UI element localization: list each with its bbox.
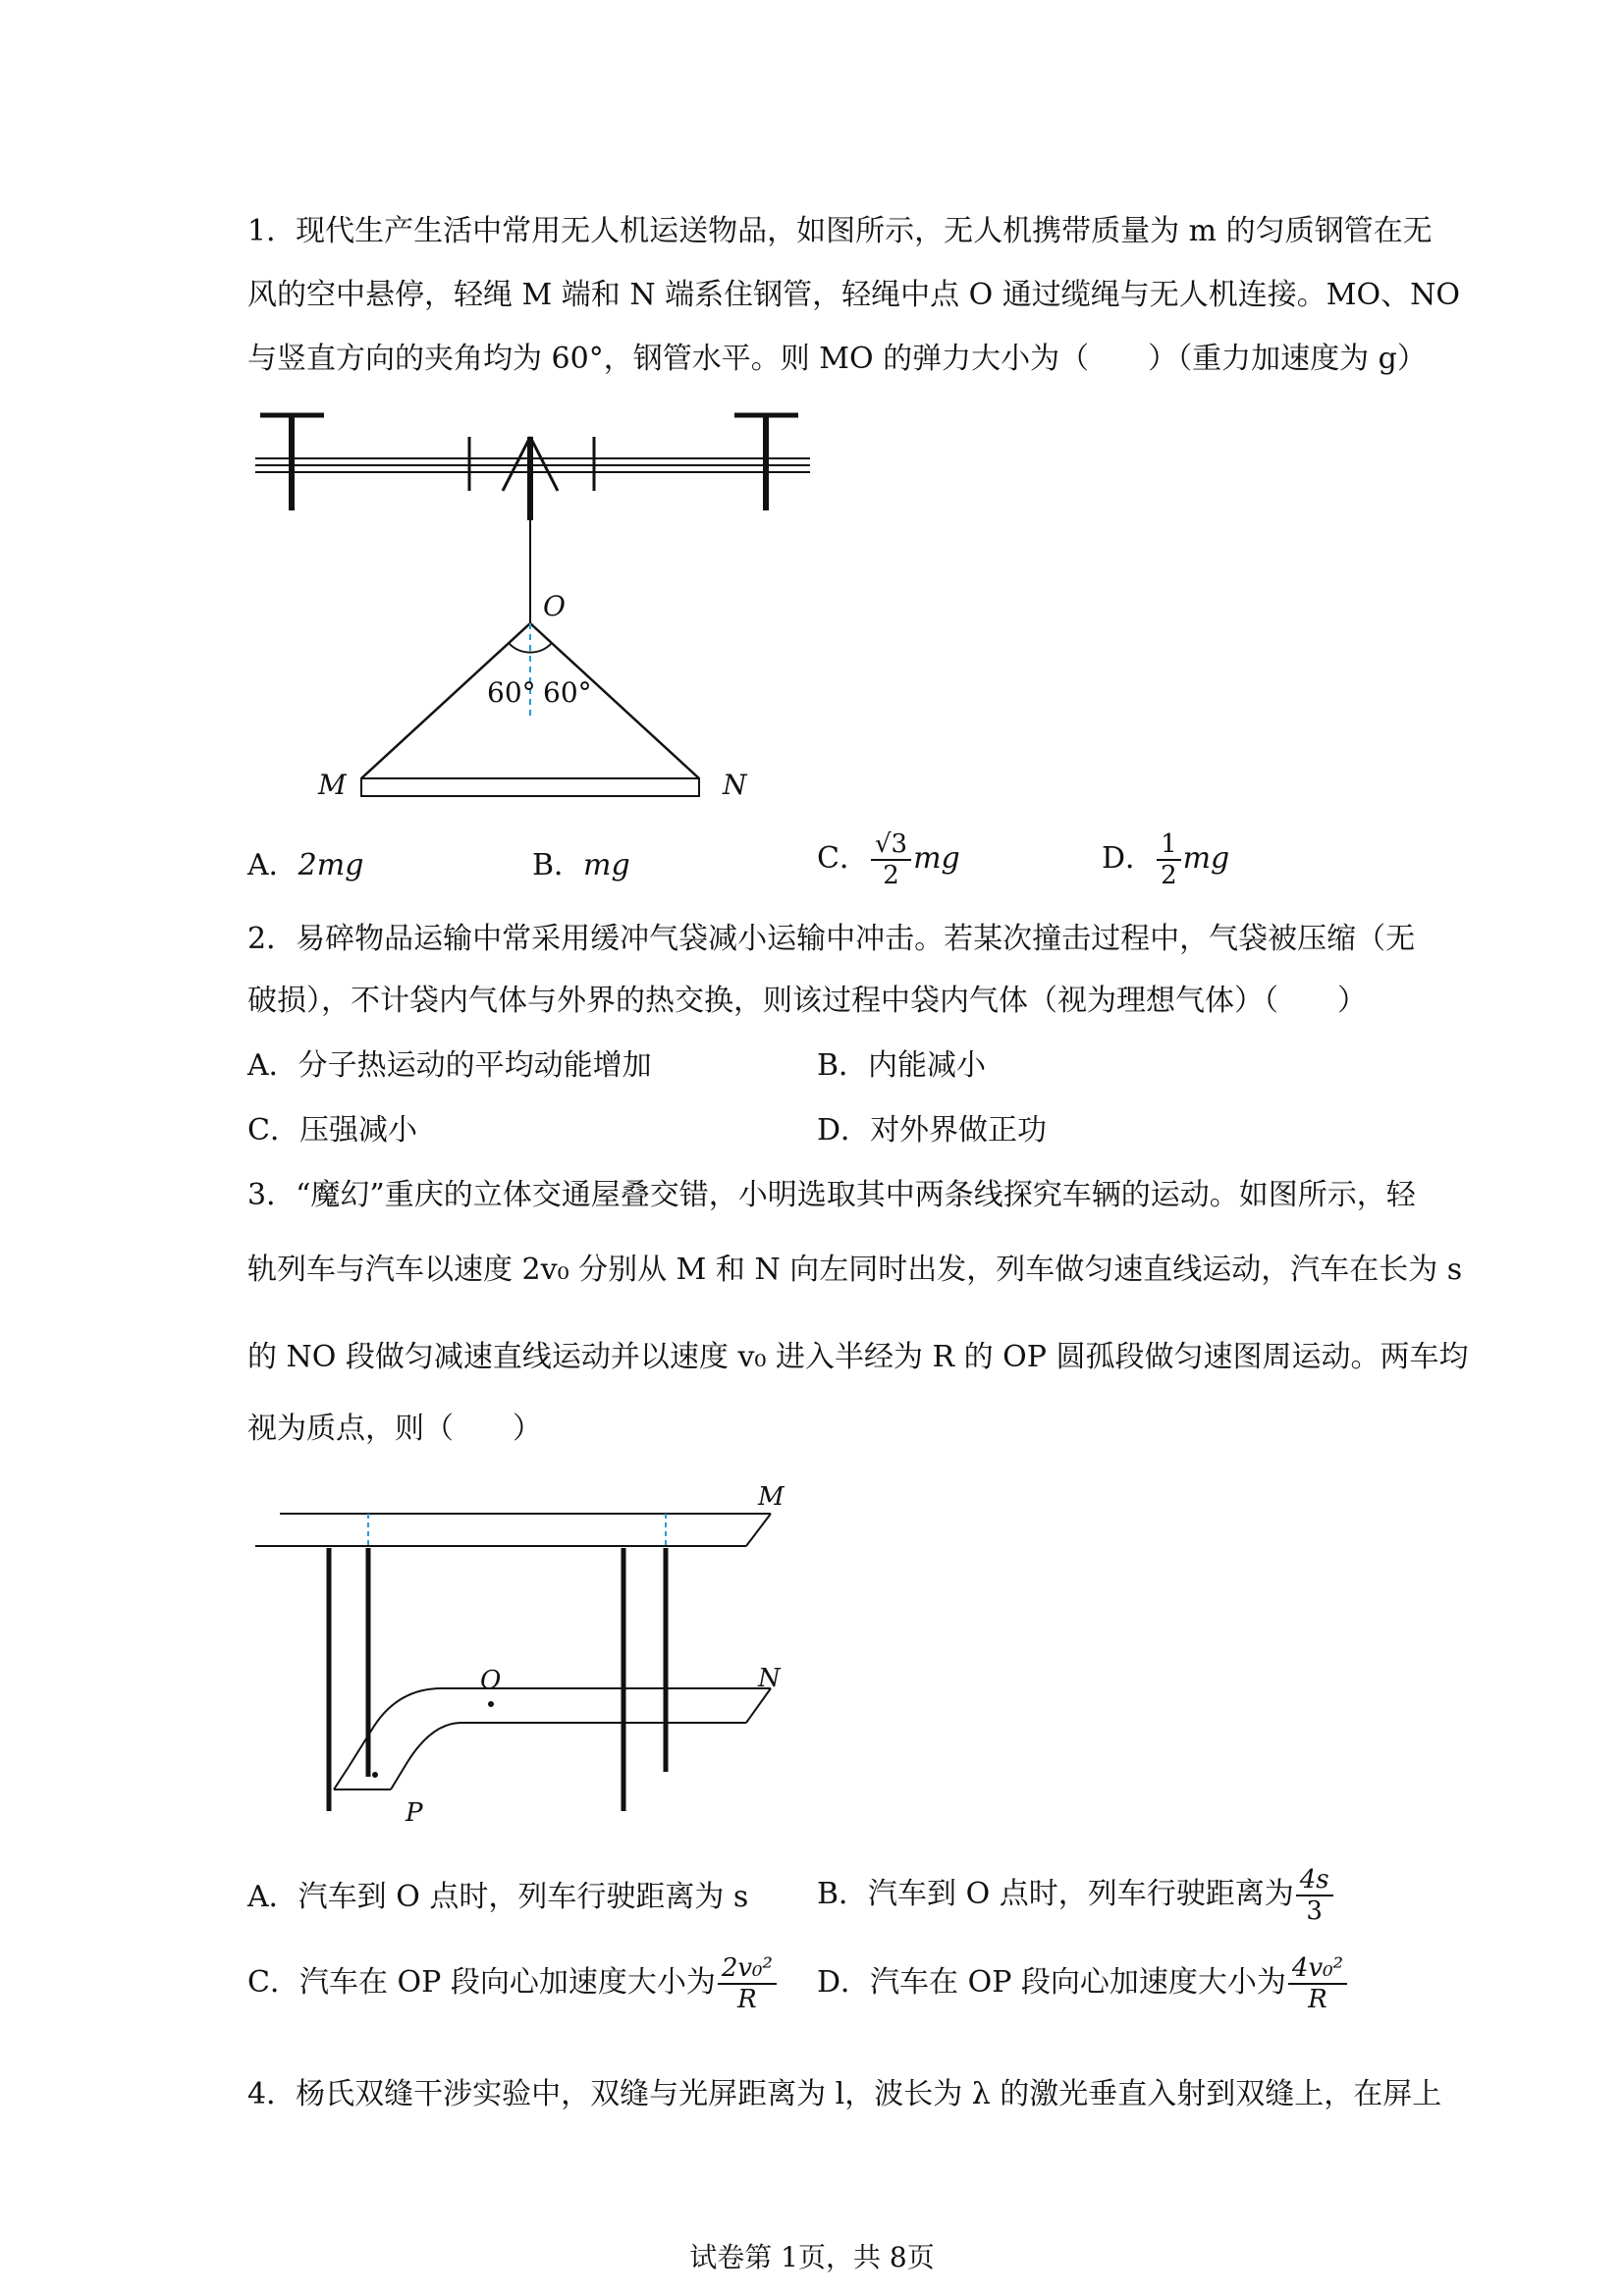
q2-line-1: 2．易碎物品运输中常采用缓冲气袋减小运输中冲击。若某次撞击过程中，气袋被压缩（无 xyxy=(247,922,1416,956)
option-text: mg xyxy=(583,848,630,882)
q2-option-c xyxy=(247,1111,417,1150)
q1-option-a xyxy=(247,846,363,885)
option-text: 汽车到 O 点时，列车行驶距离为 xyxy=(868,1877,1294,1911)
q3-option-c xyxy=(247,1953,779,2014)
q1-option-c xyxy=(817,829,960,890)
denominator: 2 xyxy=(1161,861,1177,890)
q3-line-4: 视为质点，则（ ） xyxy=(247,1412,542,1446)
q1-line-3: 与竖直方向的夹角均为 60°，钢管水平。则 MO 的弹力大小为（ ）（重力加速度为 g） xyxy=(247,342,1427,376)
q1-line-1: 1．现代生产生活中常用无人机运送物品，如图所示，无人机携带质量为 m 的匀质钢管在无 xyxy=(247,214,1433,248)
option-key: B． xyxy=(817,1048,869,1083)
option-text: 对外界做正功 xyxy=(870,1113,1048,1148)
fraction xyxy=(1296,1865,1333,1926)
q2-option-b xyxy=(817,1046,986,1086)
option-key: A． xyxy=(247,1048,298,1083)
page-footer: 试卷第 1页，共 8页 xyxy=(689,2241,935,2273)
denominator: R xyxy=(1308,1985,1327,2014)
option-text: 内能减小 xyxy=(868,1048,987,1083)
numerator: 4v₀² xyxy=(1288,1953,1347,1985)
option-key: D． xyxy=(817,1965,871,2000)
q3-line-1: 3．“魔幻”重庆的立体交通屋叠交错，小明选取其中两条线探究车辆的运动。如图所示，轻 xyxy=(247,1178,1416,1212)
q1-label-m: M xyxy=(318,769,347,801)
q1-option-d xyxy=(1102,829,1229,890)
option-key: C． xyxy=(817,841,869,876)
numerator: 2v₀² xyxy=(718,1953,777,1985)
option-text: 压强减小 xyxy=(298,1113,417,1148)
q3-label-n: N xyxy=(758,1664,781,1693)
q3-option-a xyxy=(247,1878,748,1917)
numerator: √3 xyxy=(871,829,911,861)
q3-figure xyxy=(250,1477,800,1831)
q1-line-2: 风的空中悬停，轻绳 M 端和 N 端系住钢管，轻绳中点 O 通过缆绳与无人机连接。MO、NO xyxy=(247,278,1460,312)
q3-line-2: 轨列车与汽车以速度 2v₀ 分别从 M 和 N 向左同时出发，列车做匀速直线运动，汽车在长为 s xyxy=(247,1253,1463,1287)
option-text: 汽车在 OP 段向心加速度大小为 xyxy=(870,1965,1286,2000)
option-suffix: mg xyxy=(1182,841,1230,876)
option-key: B． xyxy=(817,1877,869,1911)
q3-label-p: P xyxy=(406,1798,423,1828)
fraction xyxy=(1157,829,1181,890)
option-text: 分子热运动的平均动能增加 xyxy=(298,1048,652,1083)
q3-option-d xyxy=(817,1953,1349,2014)
q1-angle-left: 60° xyxy=(487,676,536,709)
numerator: 1 xyxy=(1157,829,1181,861)
q4-line-1: 4．杨氏双缝干涉实验中，双缝与光屏距离为 l，波长为 λ 的激光垂直入射到双缝上，在屏上 xyxy=(247,2077,1442,2111)
fraction xyxy=(871,829,911,890)
option-suffix: mg xyxy=(913,841,960,876)
q1-angle-right: 60° xyxy=(543,676,592,709)
fraction xyxy=(718,1953,777,2014)
option-key: D． xyxy=(1102,841,1156,876)
fraction xyxy=(1288,1953,1347,2014)
option-text: 汽车在 OP 段向心加速度大小为 xyxy=(298,1965,716,2000)
option-key: C． xyxy=(247,1965,299,2000)
option-key: D． xyxy=(817,1113,871,1148)
denominator: R xyxy=(737,1985,757,2014)
q1-figure xyxy=(245,407,825,800)
q1-label-n: N xyxy=(723,769,747,801)
q1-label-o: O xyxy=(543,590,566,622)
option-key: C． xyxy=(247,1113,299,1148)
q2-line-2: 破损），不计袋内气体与外界的热交换，则该过程中袋内气体（视为理想气体）（ ） xyxy=(247,984,1367,1018)
option-key: A． xyxy=(247,848,298,882)
denominator: 3 xyxy=(1306,1896,1323,1926)
q3-line-3: 的 NO 段做匀减速直线运动并以速度 v₀ 进入半经为 R 的 OP 圆孤段做匀速图周运动。两车均 xyxy=(247,1340,1469,1374)
option-text: 2mg xyxy=(298,848,364,882)
q2-option-d xyxy=(817,1111,1047,1150)
q3-label-o: O xyxy=(480,1666,502,1695)
option-text: 汽车到 O 点时，列车行驶距离为 s xyxy=(298,1880,749,1914)
q3-option-b xyxy=(817,1865,1335,1926)
option-key: B． xyxy=(532,848,584,882)
q3-label-m: M xyxy=(758,1482,785,1512)
denominator: 2 xyxy=(883,861,899,890)
q2-option-a xyxy=(247,1046,652,1086)
numerator: 4s xyxy=(1296,1865,1333,1896)
option-key: A． xyxy=(247,1880,298,1914)
q1-option-b xyxy=(532,846,630,885)
